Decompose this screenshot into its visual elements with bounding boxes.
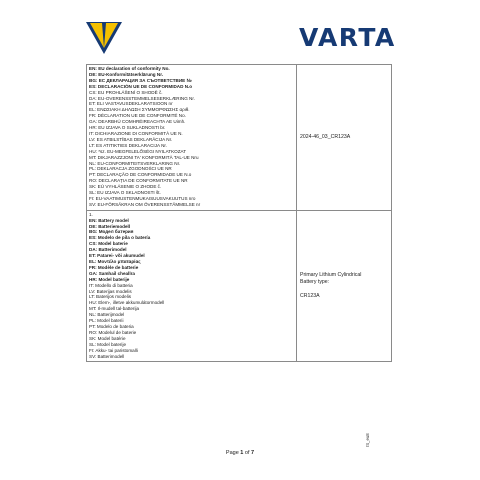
language-line: ET: ELI VASTAVUSDEKLARATSIOON nr	[89, 101, 173, 107]
language-line: BG: Модел батерия	[89, 229, 134, 235]
battery-model-value: CR123A	[300, 293, 320, 300]
language-line: LV: ES ATBILSTĪBAS DEKLARĀCIJA Nr.	[89, 136, 173, 142]
language-line: LT: Baterijos modelis	[89, 294, 132, 300]
language-line: DE: Batteriemodell	[89, 223, 131, 229]
language-line: PT: DECLARAÇÃO DE CONFORMIDADE UE N.o	[89, 172, 192, 178]
battery-model-value-cell	[297, 210, 392, 362]
language-line: LT: ES ATITIKTIES DEKLARACIJA Nr.	[89, 142, 167, 148]
language-line: FR: DÉCLARATION UE DE CONFORMITÉ No.	[89, 113, 186, 119]
language-line: EN: Battery model	[89, 217, 129, 223]
language-line: HR: EU IZJAVA O SUKLADNOSTI br.	[89, 125, 166, 131]
table-row	[87, 65, 392, 211]
language-line: CS: Model baterie	[89, 241, 128, 247]
language-line: ES: DECLARACIÓN UE DE CONFORMIDAD N.o	[89, 83, 193, 89]
language-line: PT: Modelo de bateria	[89, 323, 134, 329]
language-line: LV: Baterijas modelis	[89, 288, 132, 294]
language-line: SL: EU IZJAVA O SKLADNOSTI št.	[89, 190, 161, 196]
varta-logo-icon	[86, 22, 122, 54]
language-line: DA: Batterimodel	[89, 247, 127, 253]
language-line: SV: EU-FÖRSÄKRAN OM ÖVERENSSTÄMMELSE nr	[89, 201, 201, 207]
brand-wordmark: VARTA	[299, 23, 396, 52]
language-line: GA: DEARBHÚ COMHRÉIREACHTA AE Uimh.	[89, 119, 186, 125]
language-line: HR: Model baterije	[89, 276, 130, 282]
language-line: DE: EU-Konformitätserklärung Nr.	[89, 71, 164, 77]
page-current: 1	[240, 450, 244, 456]
declaration-number: 2024-46_03_CR123A	[300, 133, 351, 140]
declaration-title-lines	[87, 65, 296, 210]
language-line: NL: EU-CONFORMITEITSVERKLARING Nr.	[89, 160, 181, 166]
language-line: MT: DIKJARAZZJONI TA' KONFORMITÀ TAL-UE Nru	[89, 154, 199, 160]
language-line: EL: ΕΝΩΣΙΑΚΗ ΔΗΛΩΣΗ ΣΥΜΜΟΡΦΩΣΗΣ αριθ.	[89, 107, 190, 113]
language-line: BG: ЕС ДЕКЛАРАЦИЯ ЗА СЪОТВЕТСТВИЕ №	[89, 77, 192, 83]
language-line: SV: Batterimodell	[89, 353, 125, 359]
page-prefix: Page	[225, 450, 241, 456]
page-of: of	[243, 450, 252, 456]
language-line: RO: DECLARAȚIA DE CONFORMITATE UE NR	[89, 178, 188, 184]
language-line: FR: Modèle de batterie	[89, 264, 139, 270]
language-line: MT: Il-mudell tal-batterija	[89, 306, 140, 312]
language-line: ET: Patarei- või akumudel	[89, 253, 145, 259]
battery-type-line-2: Battery type:	[300, 279, 330, 286]
language-line: FI: EU-VAATIMUSTENMUKAISUUSVAKUUTUS nro	[89, 195, 196, 201]
battery-model-lines	[87, 211, 296, 362]
battery-model-label-cell	[87, 210, 297, 362]
language-line: FI: Akku- tai paristomalli	[89, 347, 138, 353]
language-line: PL: Model baterii	[89, 318, 124, 324]
language-line: HU: Elem-, illetve akkumulátormodell	[89, 300, 165, 306]
language-line: IT: Modello di batteria	[89, 282, 133, 288]
document-code: IS_eu8	[365, 433, 370, 447]
language-line: SK: Model batérie	[89, 335, 126, 341]
language-line: EN: EU declaration of conformity No.	[89, 66, 170, 71]
declaration-number-cell	[297, 65, 392, 211]
section-number: 1.	[89, 211, 93, 217]
language-line: PL: DEKLARACJA ZGODNOŚCI UE NR	[89, 166, 172, 172]
language-line: EL: Μοντέλο μπαταρίας	[89, 259, 141, 264]
battery-type-line-1: Primary Lithium Cylindrical	[300, 272, 362, 279]
table-row	[87, 210, 392, 362]
language-line: HU: *sz. EU-MEGFELELŐSÉGI NYILATKOZAT	[89, 148, 187, 154]
language-line: CS: EU PROHLÁŠENÍ O SHODĚ č.	[89, 89, 163, 95]
declaration-title-cell	[87, 65, 297, 211]
page-total: 7	[251, 450, 255, 456]
language-line: NL: Batterijmodel	[89, 312, 125, 318]
language-line: SK: EÚ VYHLÁSENIE O ZHODE č.	[89, 184, 162, 190]
language-line: RO: Modelul de baterie	[89, 329, 137, 335]
language-line: DA: EU-OVERENSSTEMMELSESERKLÆRING Nr.	[89, 95, 195, 101]
page-number	[0, 450, 480, 456]
language-line: IT: DICHIARAZIONE DI CONFORMITÀ UE N.	[89, 130, 183, 136]
language-line: GA: Samhail cheallra	[89, 270, 135, 276]
language-line: ES: Modelo de pila o batería	[89, 235, 151, 241]
declaration-table	[86, 64, 392, 362]
language-line: SL: Model baterije	[89, 341, 127, 347]
